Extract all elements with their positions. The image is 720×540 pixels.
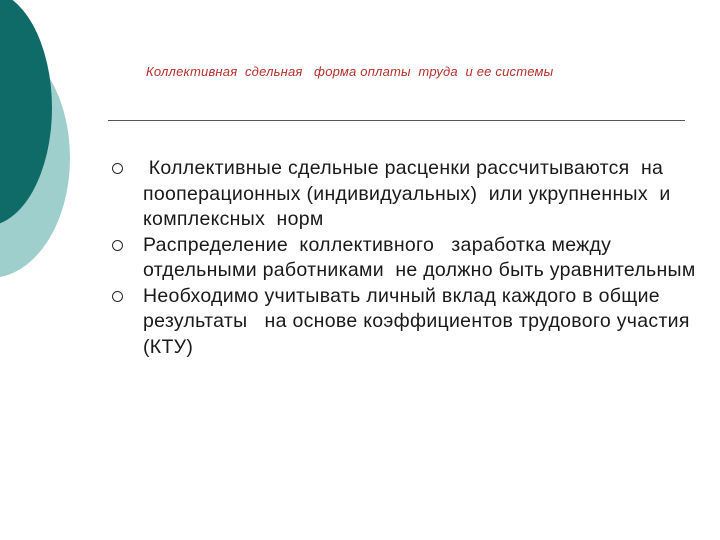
bullet-list: [112, 156, 702, 360]
bullet-text-1: Коллективные сдельные расценки рассчитываются на пооперационных (индивидуальных) или укрупненных и комплексных норм: [143, 157, 677, 230]
slide-title: Коллективная сдельная форма оплаты труда и ее системы: [146, 64, 554, 79]
bullet-circle-icon: [112, 291, 123, 302]
bullet-item-1: [112, 156, 702, 233]
bullet-item-2: [112, 233, 702, 284]
title-divider: [108, 120, 685, 121]
bullet-text-3: Необходимо учитывать личный вклад каждого в общие результаты на основе коэффициентов трудового участия (КТУ): [143, 284, 696, 358]
bullet-text-2: Распределение коллективного заработка между отдельными работниками не должно быть уравнительным: [143, 233, 696, 281]
bullet-circle-icon: [112, 240, 123, 251]
bullet-circle-icon: [112, 163, 123, 174]
bullet-item-3: [112, 284, 702, 361]
